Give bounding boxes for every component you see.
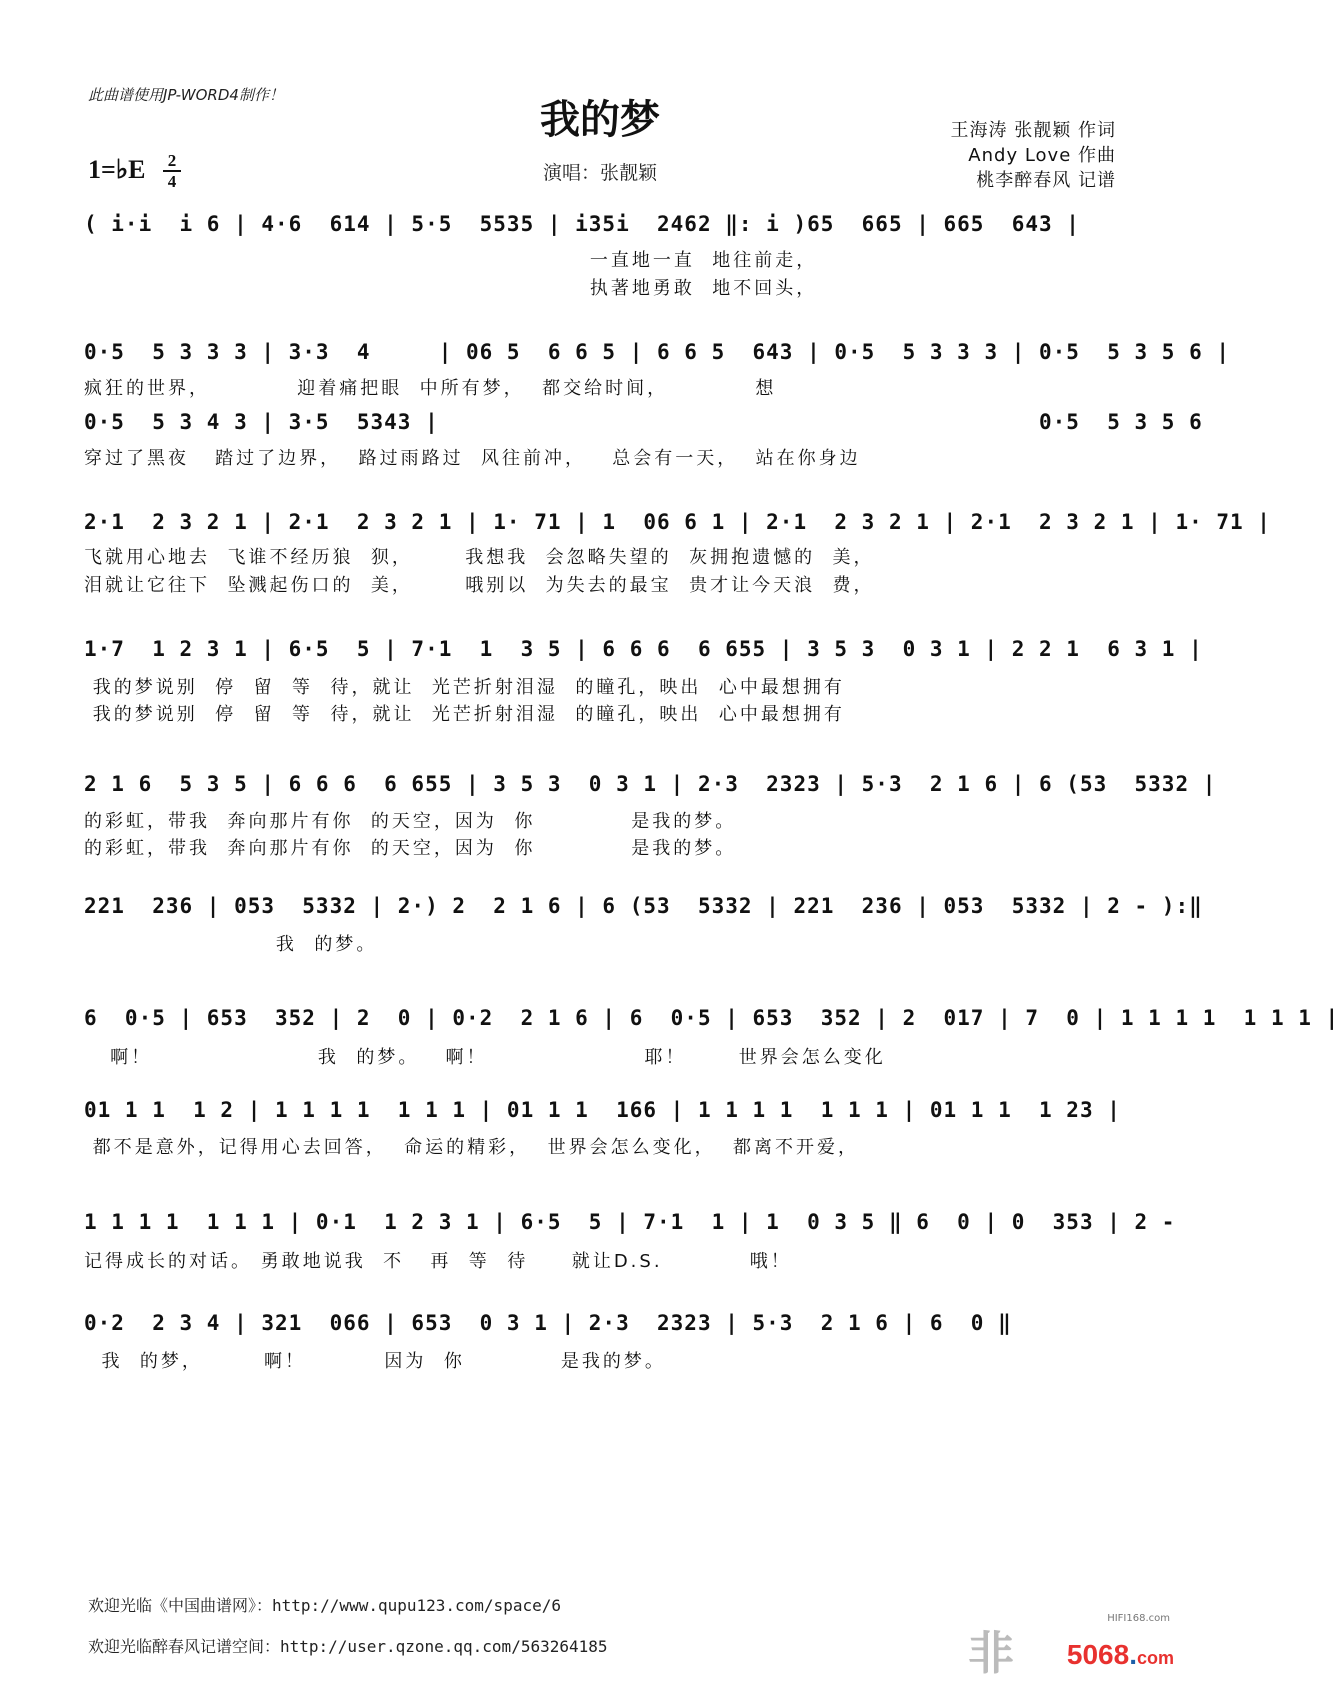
lyric-line: 记得成长的对话。 勇敢地说我 不 再 等 待 就让D.S. 哦！ xyxy=(84,1251,792,1272)
watermark-logo-dot: . xyxy=(1129,1639,1137,1670)
lyric-line: 执著地勇敢 地不回头， xyxy=(84,278,818,299)
lyric-line: 疯狂的世界， 迎着痛把眼 中所有梦， 都交给时间， 想 xyxy=(84,378,777,399)
time-signature-bottom: 4 xyxy=(167,172,177,191)
site-watermark xyxy=(968,1613,1178,1683)
lyric-line: 都不是意外，记得用心去回答， 命运的精彩， 世界会怎么变化， 都离不开爱， xyxy=(84,1137,860,1158)
lyric-line: 我的梦说别 停 留 等 待，就让 光芒折射泪湿 的瞳孔，映出 心中最想拥有 xyxy=(84,677,845,698)
lyric-line: 我 的梦。 xyxy=(84,934,378,955)
notation-line: ( i·i i 6 | 4·6 614 | 5·5 5535 | i35i 2462 ‖: i )65 665 | 665 643 | xyxy=(84,212,1080,236)
watermark-glyph: 非 xyxy=(968,1626,1014,1680)
lyric-line: 我的梦说别 停 留 等 待，就让 光芒折射泪湿 的瞳孔，映出 心中最想拥有 xyxy=(84,704,845,725)
notation-line: 0·5 5 3 4 3 | 3·5 5343 | 0·5 5 3 5 6 xyxy=(84,410,1203,434)
lyric-line: 穿过了黑夜 踏过了边界， 路过雨路过 风往前冲， 总会有一天， 站在你身边 xyxy=(84,448,861,469)
lyric-line: 的彩虹，带我 奔向那片有你 的天空，因为 你 是我的梦。 xyxy=(84,811,737,832)
notation-line: 6 0·5 | 653 352 | 2 0 | 0·2 2 1 6 | 6 0·5 | 653 352 | 2 017 | 7 0 | 1 1 1 1 1 1 1 | xyxy=(84,1006,1339,1030)
lyric-line: 泪就让它往下 坠溅起伤口的 美， 哦别以 为失去的最宝 贵才让今天浪 费， xyxy=(84,575,875,596)
notation-line: 1 1 1 1 1 1 1 | 0·1 1 2 3 1 | 6·5 5 | 7·1 1 | 1 0 3 5 ‖ 6 0 | 0 353 | 2 - xyxy=(84,1210,1176,1234)
composer-credit: Andy Love 作曲 xyxy=(968,145,1116,166)
key-signature: 1=♭E xyxy=(88,155,146,184)
footer-link-2[interactable]: 欢迎光临醉春风记谱空间：http://user.qzone.qq.com/563264185 xyxy=(88,1637,608,1656)
notation-line: 1·7 1 2 3 1 | 6·5 5 | 7·1 1 3 5 | 6 6 6 6 655 | 3 5 3 0 3 1 | 2 2 1 6 3 1 | xyxy=(84,637,1203,661)
watermark-logo xyxy=(1067,1639,1174,1671)
notation-line: 0·5 5 3 3 3 | 3·3 4 | 06 5 6 6 5 | 6 6 5 643 | 0·5 5 3 3 3 | 0·5 5 3 5 6 | xyxy=(84,340,1231,364)
notation-line: 221 236 | 053 5332 | 2·) 2 2 1 6 | 6 (53 5332 | 221 236 | 053 5332 | 2 - ):‖ xyxy=(84,894,1203,918)
made-with-note: 此曲谱使用JP-WORD4制作！ xyxy=(88,86,284,104)
transcriber-credit: 桃李醉春风 记谱 xyxy=(976,170,1116,191)
credits-block xyxy=(951,118,1116,193)
watermark-logo-number: 5068 xyxy=(1066,1639,1130,1670)
singer-credit: 演唱：张靓颖 xyxy=(542,162,657,184)
lyric-line: 一直地一直 地往前走， xyxy=(84,250,818,271)
time-signature-top: 2 xyxy=(167,151,177,170)
lyric-line: 我 的梦， 啊！ 因为 你 是我的梦。 xyxy=(84,1351,666,1372)
notation-line: 0·2 2 3 4 | 321 066 | 653 0 3 1 | 2·3 2323 | 5·3 2 1 6 | 6 0 ‖ xyxy=(84,1311,1012,1335)
watermark-logo-com: com xyxy=(1136,1648,1174,1668)
lyricist-credit: 王海涛 张靓颖 作词 xyxy=(950,120,1116,141)
lyric-line: 的彩虹，带我 奔向那片有你 的天空，因为 你 是我的梦。 xyxy=(84,838,737,859)
watermark-site: HIFI168.com xyxy=(1107,1613,1170,1624)
lyric-line: 啊！ 我 的梦。 啊！ 耶！ 世界会怎么变化 xyxy=(84,1047,886,1068)
notation-line: 01 1 1 1 2 | 1 1 1 1 1 1 1 | 01 1 1 166 | 1 1 1 1 1 1 1 | 01 1 1 1 23 | xyxy=(84,1098,1121,1122)
song-title: 我的梦 xyxy=(540,96,660,143)
lyric-line: 飞就用心地去 飞谁不经历狼 狈， 我想我 会忽略失望的 灰拥抱遗憾的 美， xyxy=(84,547,875,568)
notation-line: 2 1 6 5 3 5 | 6 6 6 6 655 | 3 5 3 0 3 1 | 2·3 2323 | 5·3 2 1 6 | 6 (53 5332 | xyxy=(84,772,1217,796)
notation-line: 2·1 2 3 2 1 | 2·1 2 3 2 1 | 1· 71 | 1 06 6 1 | 2·1 2 3 2 1 | 2·1 2 3 2 1 | 1· 71 | xyxy=(84,510,1271,534)
footer-link-1[interactable]: 欢迎光临《中国曲谱网》：http://www.qupu123.com/space/6 xyxy=(88,1596,561,1615)
